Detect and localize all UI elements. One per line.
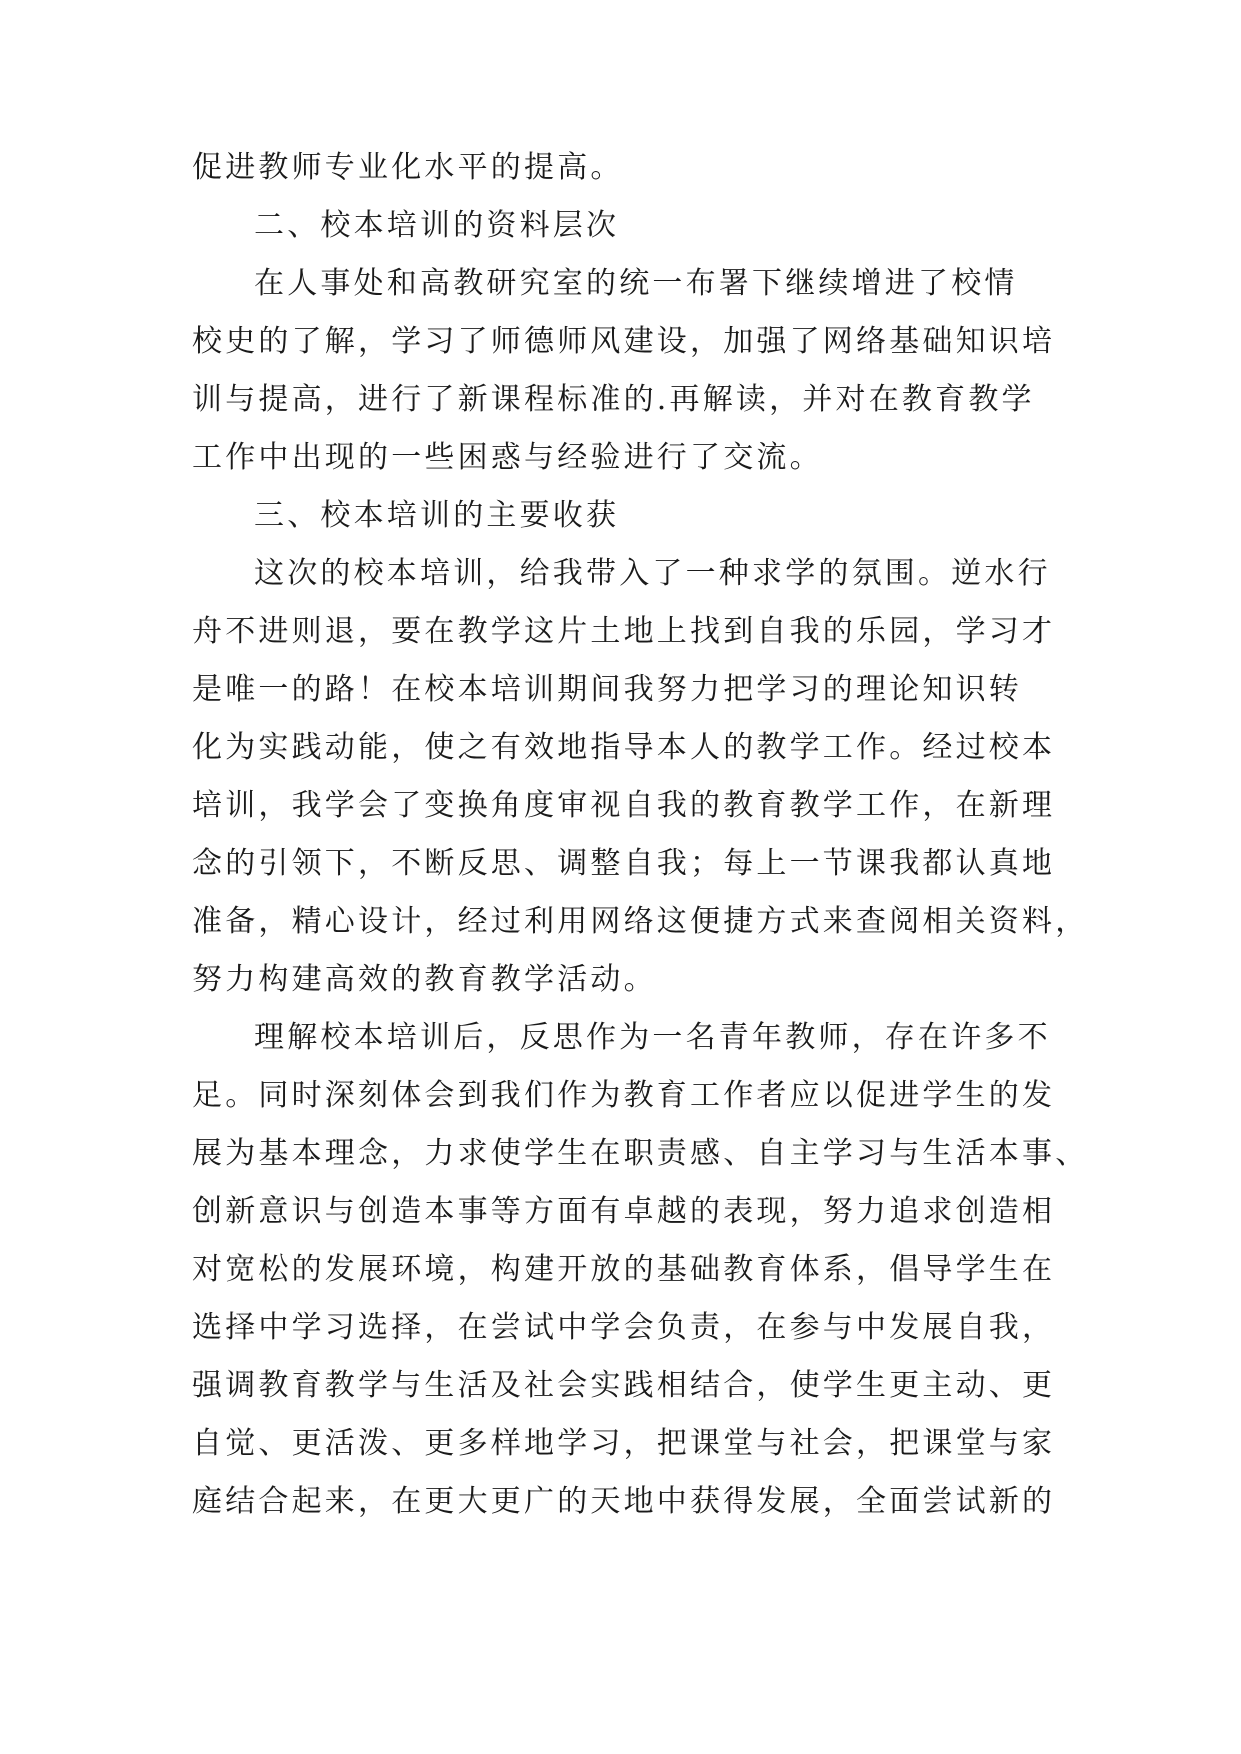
paragraph-line: 对宽松的发展环境，构建开放的基础教育体系，倡导学生在 — [192, 1252, 1056, 1287]
paragraph-line: 化为实践动能，使之有效地指导本人的教学工作。经过校本 — [192, 730, 1056, 765]
paragraph-line: 理解校本培训后，反思作为一名青年教师，存在许多不 — [254, 1020, 1051, 1055]
paragraph-line: 这次的校本培训，给我带入了一种求学的氛围。逆水行 — [254, 556, 1051, 591]
section-heading: 二、校本培训的资料层次 — [254, 208, 620, 243]
paragraph-line: 准备，精心设计，经过利用网络这便捷方式来查阅相关资料， — [192, 904, 1089, 939]
paragraph-line: 选择中学习选择，在尝试中学会负责，在参与中发展自我， — [192, 1310, 1056, 1345]
paragraph-line: 念的引领下，不断反思、调整自我；每上一节课我都认真地 — [192, 846, 1056, 881]
paragraph-line: 庭结合起来，在更大更广的天地中获得发展，全面尝试新的 — [192, 1484, 1056, 1519]
paragraph-line: 足。同时深刻体会到我们作为教育工作者应以促进学生的发 — [192, 1078, 1056, 1113]
paragraph-line: 工作中出现的一些困惑与经验进行了交流。 — [192, 440, 823, 475]
paragraph-line: 在人事处和高教研究室的统一布署下继续增进了校情 — [254, 266, 1018, 301]
paragraph-line: 校史的了解，学习了师德师风建设，加强了网络基础知识培 — [192, 324, 1056, 359]
paragraph-line: 强调教育教学与生活及社会实践相结合，使学生更主动、更 — [192, 1368, 1056, 1403]
paragraph-line: 培训，我学会了变换角度审视自我的教育教学工作，在新理 — [192, 788, 1056, 823]
paragraph-line: 创新意识与创造本事等方面有卓越的表现，努力追求创造相 — [192, 1194, 1056, 1229]
section-heading: 三、校本培训的主要收获 — [254, 498, 620, 533]
paragraph-line: 自觉、更活泼、更多样地学习，把课堂与社会，把课堂与家 — [192, 1426, 1056, 1461]
paragraph-line: 是唯一的路！在校本培训期间我努力把学习的理论知识转 — [192, 672, 1022, 707]
paragraph-line: 训与提高，进行了新课程标准的.再解读，并对在教育教学 — [192, 382, 1035, 417]
paragraph-line: 舟不进则退，要在教学这片土地上找到自我的乐园，学习才 — [192, 614, 1056, 649]
paragraph-line: 展为基本理念，力求使学生在职责感、自主学习与生活本事、 — [192, 1136, 1089, 1171]
paragraph-line: 促进教师专业化水平的提高。 — [192, 150, 624, 185]
paragraph-line: 努力构建高效的教育教学活动。 — [192, 962, 657, 997]
